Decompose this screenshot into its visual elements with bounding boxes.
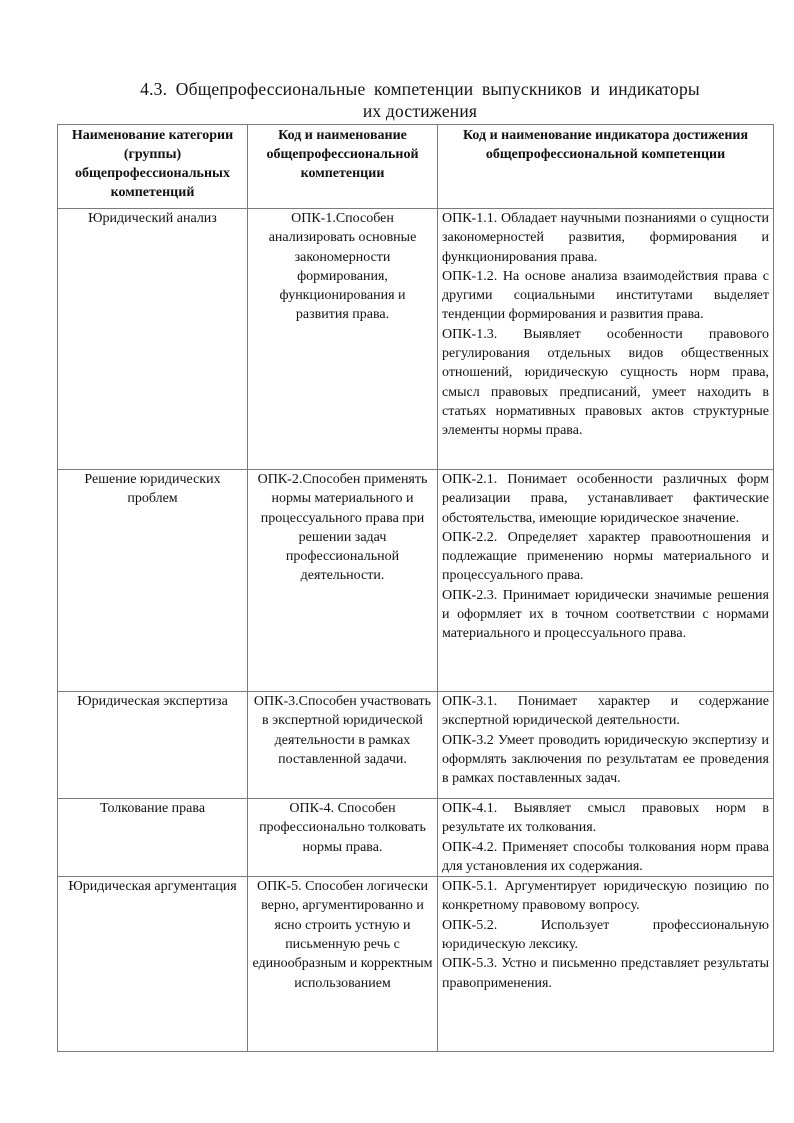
indicators-cell: [438, 877, 774, 1052]
header-indicator: Код и наименование индикатора достижения общепрофессиональной компетенции: [438, 125, 774, 209]
indicator-item: ОПК-5.3. Устно и письменно представляет результаты правоприменения.: [442, 956, 769, 991]
table-row: [58, 470, 774, 692]
header-competence: Код и наименование общепрофессиональной компетенции: [248, 125, 438, 209]
table-header-row: [58, 125, 774, 209]
indicator-item: ОПК-1.2. На основе анализа взаимодействия права с другими социальными институтами выделяет тенденции формирования и развития права.: [442, 268, 769, 323]
indicators-cell: [438, 470, 774, 692]
indicators-cell: [438, 692, 774, 799]
competence-cell: ОПК-3.Способен участвовать в экспертной юридической деятельности в рамках поставленной задачи.: [248, 692, 438, 799]
indicator-item: ОПК-1.1. Обладает научными познаниями о сущности закономерностей развития, формирования и функционирования права.: [442, 211, 769, 265]
section-title-line-1: 4.3. Общепрофессиональные компетенции выпускников и индикаторы: [140, 79, 700, 99]
category-cell: Юридическая аргументация: [58, 877, 248, 1052]
category-cell: Толкование права: [58, 799, 248, 877]
indicator-item: ОПК-4.1. Выявляет смысл правовых норм в результате их толкования.: [442, 801, 769, 836]
competence-cell: ОПК-5. Способен логически верно, аргументированно и ясно строить устную и письменную речь с единообразным и корректным использованием: [248, 877, 438, 1052]
category-cell: Решение юридических проблем: [58, 470, 248, 692]
category-cell: Юридический анализ: [58, 209, 248, 470]
section-title: [60, 78, 780, 122]
indicator-item: ОПК-2.2. Определяет характер правоотношения и подлежащие применению нормы материального и процессуального права.: [442, 529, 769, 584]
indicator-item: ОПК-4.2. Применяет способы толкования норм права для установления их содержания.: [442, 839, 769, 874]
indicator-item: ОПК-3.2 Умеет проводить юридическую экспертизу и оформлять заключения по результатам ее проведения в рамках поставленных задач.: [442, 732, 769, 787]
indicators-cell: [438, 209, 774, 470]
indicator-item: ОПК-2.3. Принимает юридически значимые решения и оформляет их в точном соответствии с нормами материального и процессуального права.: [442, 587, 769, 642]
category-cell: Юридическая экспертиза: [58, 692, 248, 799]
competence-cell: ОПК-2.Способен применять нормы материального и процессуального права при решении задач профессиональной деятельности.: [248, 470, 438, 692]
table-row: [58, 692, 774, 799]
table-row: [58, 209, 774, 470]
competence-cell: ОПК-1.Способен анализировать основные закономерности формирования, функционирования и развития права.: [248, 209, 438, 470]
section-title-line-2: их достижения: [362, 101, 478, 121]
indicator-item: ОПК-2.1. Понимает особенности различных форм реализации права, устанавливает фактические обстоятельства, имеющие юридическое значение.: [442, 472, 769, 526]
header-category: Наименование категории (группы) общепрофессиональных компетенций: [58, 125, 248, 209]
indicator-item: ОПК-1.3. Выявляет особенности правового регулирования отдельных видов общественных отношений, юридическую сущность норм права, смысл правовых предписаний, умеет находить в статьях нормативных правовых актов структурные элементы нормы права.: [442, 326, 769, 439]
indicator-item: ОПК-5.1. Аргументирует юридическую позицию по конкретному правовому вопросу.: [442, 879, 769, 914]
indicator-item: ОПК-3.1. Понимает характер и содержание экспертной юридической деятельности.: [442, 694, 769, 729]
table-row: [58, 877, 774, 1052]
indicators-cell: [438, 799, 774, 877]
table-row: [58, 799, 774, 877]
indicator-item: ОПК-5.2. Использует профессиональную юридическую лексику.: [442, 917, 769, 953]
competencies-table: [57, 124, 774, 1052]
competence-cell: ОПК-4. Способен профессионально толковать нормы права.: [248, 799, 438, 877]
